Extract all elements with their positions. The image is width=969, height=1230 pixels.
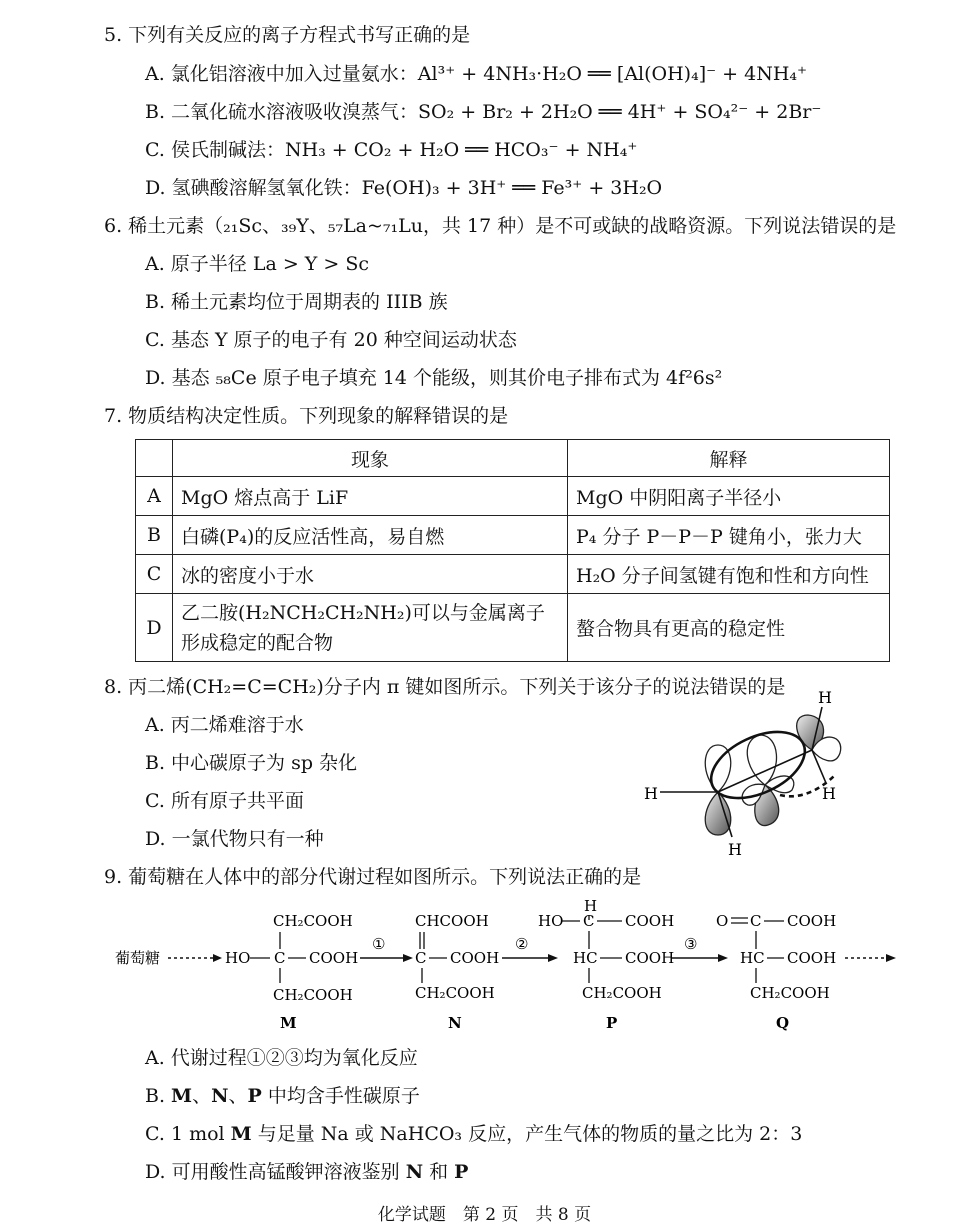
option-text: D. 可用酸性高锰酸钾溶液鉴别 xyxy=(145,1161,406,1183)
table-row xyxy=(136,516,890,555)
option-text: 中均含手性碳原子 xyxy=(261,1085,420,1107)
option-text: 和 xyxy=(423,1161,455,1183)
arrow-head xyxy=(718,954,728,962)
compound-m-bottom: CH₂COOH xyxy=(273,986,353,1004)
row-phenomenon: 白磷(P₄)的反应活性高，易自燃 xyxy=(173,516,568,555)
q5-option-d: D. 氢碘酸溶解氢氧化铁：Fe(OH)₃ + 3H⁺ ══ Fe³⁺ + 3H₂O xyxy=(145,177,663,199)
q6-option-c: C. 基态 Y 原子的电子有 20 种空间运动状态 xyxy=(145,329,517,351)
compound-ref: P xyxy=(454,1161,469,1183)
row-phenomenon: 乙二胺(H₂NCH₂CH₂NH₂)可以与金属离子形成稳定的配合物 xyxy=(173,594,568,662)
arrow-head xyxy=(213,954,222,962)
arrow-head xyxy=(886,954,896,962)
q5-option-b: B. 二氧化硫水溶液吸收溴蒸气：SO₂ + Br₂ + 2H₂O ══ 4H⁺ + SO₄²⁻ + 2Br⁻ xyxy=(145,101,822,123)
row-label: C xyxy=(136,555,173,594)
compound-n-right: COOH xyxy=(450,949,500,967)
q6-option-b: B. 稀土元素均位于周期表的 IIIB 族 xyxy=(145,291,448,313)
option-text: 与足量 Na 或 NaHCO₃ 反应，产生气体的物质的量之比为 2：3 xyxy=(251,1123,803,1145)
row-explanation: P₄ 分子 P－P－P 键角小，张力大 xyxy=(568,516,890,555)
compound-q-right: COOH xyxy=(787,949,837,967)
row-explanation: H₂O 分子间氢键有饱和性和方向性 xyxy=(568,555,890,594)
compound-q-bottom: CH₂COOH xyxy=(750,984,830,1002)
compound-n-label: N xyxy=(448,1014,462,1032)
option-text: C. 1 mol xyxy=(145,1123,231,1145)
q8-option-c: C. 所有原子共平面 xyxy=(145,790,304,812)
compound-q-top-right: COOH xyxy=(787,912,837,930)
q7-table xyxy=(135,439,890,662)
atom-label-h: H xyxy=(728,840,742,859)
step-3-label: ③ xyxy=(684,935,698,953)
q6-option-a: A. 原子半径 La > Y > Sc xyxy=(145,253,369,275)
compound-q-left: HC xyxy=(740,949,765,967)
table-header-row xyxy=(136,440,890,477)
q8-option-b: B. 中心碳原子为 sp 杂化 xyxy=(145,752,358,774)
compound-m-right: COOH xyxy=(309,949,359,967)
compound-n-bottom: CH₂COOH xyxy=(415,984,495,1002)
compound-p-top-right: COOH xyxy=(625,912,675,930)
q6-stem: 6. 稀土元素（₂₁Sc、₃₉Y、₅₇La~₇₁Lu，共 17 种）是不可或缺的战略资源。下列说法错误的是 xyxy=(104,215,897,237)
row-explanation: MgO 中阴阳离子半径小 xyxy=(568,477,890,516)
compound-m-top: CH₂COOH xyxy=(273,912,353,930)
compound-ref: N xyxy=(405,1161,424,1183)
compound-m-left: HO xyxy=(225,949,251,967)
compound-q-center: C xyxy=(750,912,762,930)
atom-label-h: H xyxy=(818,688,832,707)
table-row xyxy=(136,555,890,594)
option-text: 、 xyxy=(192,1085,212,1107)
row-label: B xyxy=(136,516,173,555)
compound-ref: N xyxy=(211,1085,229,1107)
option-text: 、 xyxy=(228,1085,248,1107)
compound-p-left: HC xyxy=(573,949,598,967)
q9-option-c xyxy=(145,1121,802,1147)
row-label: A xyxy=(136,477,173,516)
q5-stem: 5. 下列有关反应的离子方程式书写正确的是 xyxy=(104,24,471,46)
table-header-blank xyxy=(136,440,173,477)
pathway-start-label: 葡萄糖 xyxy=(115,949,161,967)
compound-p-label: P xyxy=(606,1014,618,1032)
compound-p-right: COOH xyxy=(625,949,675,967)
q5-option-c: C. 侯氏制碱法：NH₃ + CO₂ + H₂O ══ HCO₃⁻ + NH₄⁺ xyxy=(145,139,638,161)
atom-label-h: H xyxy=(822,784,836,803)
compound-q-label: Q xyxy=(776,1014,790,1032)
allene-pi-bond-diagram xyxy=(640,685,870,860)
q9-option-a xyxy=(145,1045,418,1071)
option-text: A. 代谢过程①②③均为氧化反应 xyxy=(145,1047,418,1069)
table-row xyxy=(136,594,890,662)
compound-m-center: C xyxy=(274,949,286,967)
q9-stem: 9. 葡萄糖在人体中的部分代谢过程如图所示。下列说法正确的是 xyxy=(104,866,642,888)
compound-q-top-left: O xyxy=(716,912,729,930)
arrow-head xyxy=(403,954,413,962)
compound-ref: M xyxy=(230,1123,252,1145)
q8-option-d: D. 一氯代物只有一种 xyxy=(145,828,324,850)
compound-p-center: C xyxy=(583,912,595,930)
compound-m-label: M xyxy=(280,1014,297,1032)
q9-option-d xyxy=(145,1159,468,1185)
row-explanation: 螯合物具有更高的稳定性 xyxy=(568,594,890,662)
compound-ref: P xyxy=(247,1085,262,1107)
q6-option-d: D. 基态 ₅₈Ce 原子电子填充 14 个能级，则其价电子排布式为 4f²6s² xyxy=(145,367,723,389)
arrow-head xyxy=(548,954,558,962)
compound-p-top-left: HO xyxy=(538,912,564,930)
metabolism-pathway-diagram xyxy=(110,895,910,1035)
q8-option-a: A. 丙二烯难溶于水 xyxy=(145,714,304,736)
step-1-label: ① xyxy=(372,935,386,953)
table-header-explanation: 解释 xyxy=(568,440,890,477)
q5-option-a: A. 氯化铝溶液中加入过量氨水：Al³⁺ + 4NH₃·H₂O ══ [Al(OH)₄]⁻ + 4NH₄⁺ xyxy=(145,63,808,85)
row-phenomenon: 冰的密度小于水 xyxy=(173,555,568,594)
option-text: B. xyxy=(145,1085,172,1107)
table-row xyxy=(136,477,890,516)
compound-ref: M xyxy=(171,1085,193,1107)
compound-p-bottom: CH₂COOH xyxy=(582,984,662,1002)
q8-stem: 8. 丙二烯(CH₂=C=CH₂)分子内 π 键如图所示。下列关于该分子的说法错误的是 xyxy=(104,676,786,698)
row-phenomenon: MgO 熔点高于 LiF xyxy=(173,477,568,516)
atom-label-h: H xyxy=(644,784,658,803)
compound-n-top: CHCOOH xyxy=(415,912,489,930)
row-label: D xyxy=(136,594,173,662)
orbital-lobe xyxy=(705,792,731,835)
compound-n-center: C xyxy=(415,949,427,967)
step-2-label: ② xyxy=(515,935,529,953)
q7-stem: 7. 物质结构决定性质。下列现象的解释错误的是 xyxy=(104,405,509,427)
page-footer: 化学试题 第 2 页 共 8 页 xyxy=(377,1205,592,1225)
compound-p-top: H xyxy=(584,897,598,915)
table-header-phenomenon: 现象 xyxy=(173,440,568,477)
q9-option-b xyxy=(145,1083,420,1109)
